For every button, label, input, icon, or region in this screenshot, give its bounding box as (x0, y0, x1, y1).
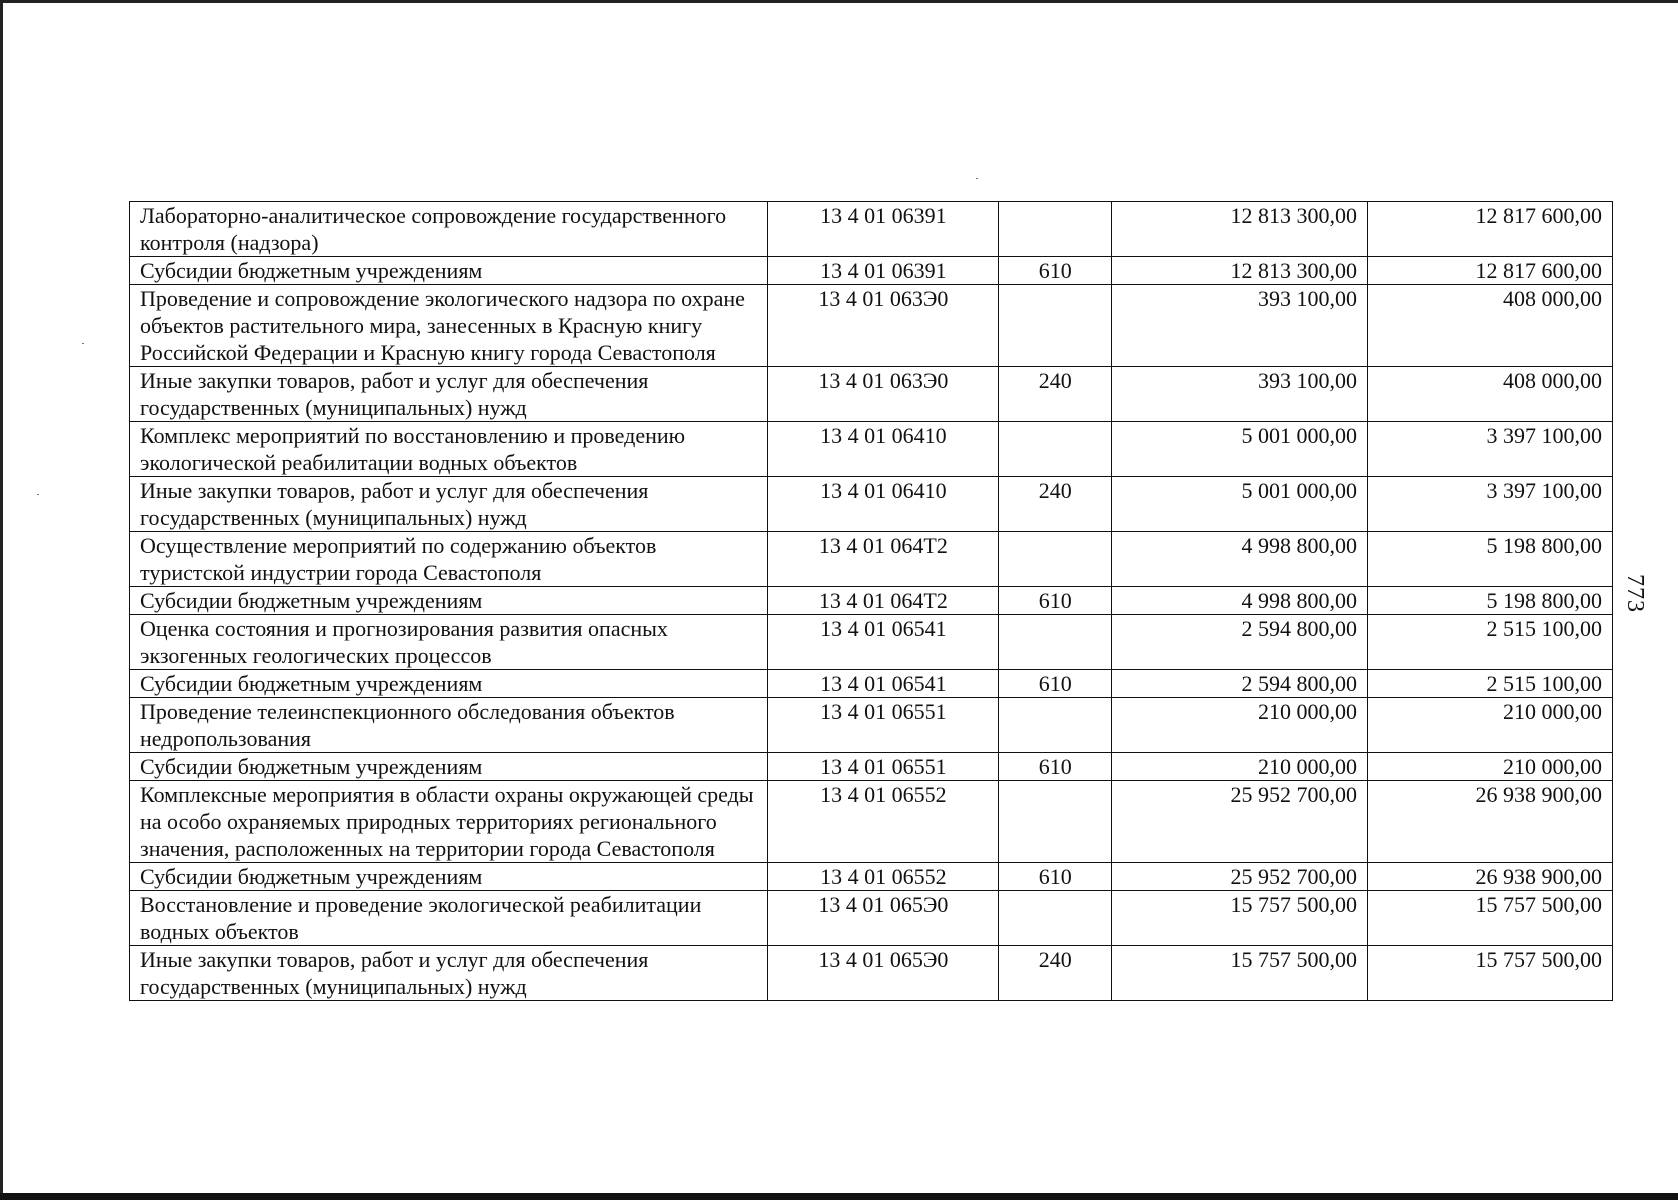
scan-edge-bottom (0, 1193, 1678, 1200)
row-expense-type-cell: 610 (999, 670, 1112, 698)
row-amount-year1-cell: 15 757 500,00 (1112, 891, 1368, 946)
table-row (130, 202, 1613, 257)
row-name-cell: Комплексные мероприятия в области охраны окружающей среды на особо охраняемых природных территориях регионального значения, расположенных на территории города Севастополя (130, 781, 768, 863)
table-row (130, 285, 1613, 367)
row-amount-year2-cell: 5 198 800,00 (1367, 532, 1612, 587)
budget-table-body (130, 202, 1613, 1001)
row-name-cell: Иные закупки товаров, работ и услуг для обеспечения государственных (муниципальных) нужд (130, 477, 768, 532)
row-expense-type-cell: 240 (999, 946, 1112, 1001)
row-amount-year1-cell: 15 757 500,00 (1112, 946, 1368, 1001)
row-expense-type-cell (999, 532, 1112, 587)
row-expense-type-cell: 610 (999, 863, 1112, 891)
row-expense-type-cell (999, 698, 1112, 753)
row-amount-year2-cell: 12 817 600,00 (1367, 202, 1612, 257)
row-code-cell: 13 4 01 06541 (768, 670, 999, 698)
scan-edge-top (0, 0, 1678, 3)
row-amount-year1-cell: 12 813 300,00 (1112, 257, 1368, 285)
row-expense-type-cell: 610 (999, 587, 1112, 615)
scan-speck (37, 494, 39, 495)
table-row (130, 587, 1613, 615)
row-name-cell: Осуществление мероприятий по содержанию объектов туристской индустрии города Севастополя (130, 532, 768, 587)
row-code-cell: 13 4 01 065Э0 (768, 946, 999, 1001)
table-row (130, 367, 1613, 422)
row-amount-year1-cell: 4 998 800,00 (1112, 532, 1368, 587)
row-expense-type-cell (999, 781, 1112, 863)
row-amount-year2-cell: 26 938 900,00 (1367, 863, 1612, 891)
row-code-cell: 13 4 01 063Э0 (768, 367, 999, 422)
row-expense-type-cell: 240 (999, 367, 1112, 422)
table-row (130, 863, 1613, 891)
row-name-cell: Субсидии бюджетным учреждениям (130, 257, 768, 285)
row-amount-year1-cell: 210 000,00 (1112, 753, 1368, 781)
page-number: 773 (1622, 574, 1648, 613)
row-amount-year2-cell: 26 938 900,00 (1367, 781, 1612, 863)
table-row (130, 698, 1613, 753)
row-amount-year2-cell: 5 198 800,00 (1367, 587, 1612, 615)
row-name-cell: Комплекс мероприятий по восстановлению и проведению экологической реабилитации водных объектов (130, 422, 768, 477)
row-code-cell: 13 4 01 06551 (768, 698, 999, 753)
row-amount-year1-cell: 5 001 000,00 (1112, 477, 1368, 532)
row-amount-year2-cell: 408 000,00 (1367, 367, 1612, 422)
row-amount-year1-cell: 5 001 000,00 (1112, 422, 1368, 477)
scan-speck (82, 343, 84, 344)
row-amount-year2-cell: 210 000,00 (1367, 698, 1612, 753)
row-code-cell: 13 4 01 06552 (768, 863, 999, 891)
row-amount-year2-cell: 15 757 500,00 (1367, 891, 1612, 946)
row-name-cell: Лабораторно-аналитическое сопровождение государственного контроля (надзора) (130, 202, 768, 257)
row-expense-type-cell (999, 615, 1112, 670)
table-row (130, 946, 1613, 1001)
row-name-cell: Иные закупки товаров, работ и услуг для обеспечения государственных (муниципальных) нужд (130, 946, 768, 1001)
row-name-cell: Проведение и сопровождение экологического надзора по охране объектов растительного мира, занесенных в Красную книгу Российской Федерации и Красную книгу города Севастополя (130, 285, 768, 367)
row-name-cell: Иные закупки товаров, работ и услуг для обеспечения государственных (муниципальных) нужд (130, 367, 768, 422)
table-row (130, 891, 1613, 946)
row-amount-year2-cell: 408 000,00 (1367, 285, 1612, 367)
table-row (130, 257, 1613, 285)
row-expense-type-cell (999, 202, 1112, 257)
table-row (130, 753, 1613, 781)
row-name-cell: Проведение телеинспекционного обследования объектов недропользования (130, 698, 768, 753)
row-code-cell: 13 4 01 063Э0 (768, 285, 999, 367)
table-row (130, 477, 1613, 532)
row-amount-year2-cell: 210 000,00 (1367, 753, 1612, 781)
row-expense-type-cell: 610 (999, 753, 1112, 781)
row-name-cell: Субсидии бюджетным учреждениям (130, 753, 768, 781)
row-code-cell: 13 4 01 06391 (768, 257, 999, 285)
row-code-cell: 13 4 01 06410 (768, 477, 999, 532)
row-amount-year2-cell: 12 817 600,00 (1367, 257, 1612, 285)
table-row (130, 615, 1613, 670)
table-row (130, 422, 1613, 477)
row-code-cell: 13 4 01 064Т2 (768, 532, 999, 587)
row-code-cell: 13 4 01 06410 (768, 422, 999, 477)
row-name-cell: Субсидии бюджетным учреждениям (130, 863, 768, 891)
row-code-cell: 13 4 01 064Т2 (768, 587, 999, 615)
row-amount-year2-cell: 3 397 100,00 (1367, 422, 1612, 477)
row-amount-year1-cell: 210 000,00 (1112, 698, 1368, 753)
row-amount-year1-cell: 393 100,00 (1112, 285, 1368, 367)
row-code-cell: 13 4 01 06541 (768, 615, 999, 670)
row-amount-year1-cell: 12 813 300,00 (1112, 202, 1368, 257)
row-amount-year1-cell: 2 594 800,00 (1112, 615, 1368, 670)
row-expense-type-cell (999, 285, 1112, 367)
row-code-cell: 13 4 01 06552 (768, 781, 999, 863)
row-name-cell: Субсидии бюджетным учреждениям (130, 587, 768, 615)
row-name-cell: Восстановление и проведение экологической реабилитации водных объектов (130, 891, 768, 946)
row-amount-year1-cell: 4 998 800,00 (1112, 587, 1368, 615)
row-expense-type-cell (999, 422, 1112, 477)
row-amount-year1-cell: 25 952 700,00 (1112, 781, 1368, 863)
row-amount-year1-cell: 25 952 700,00 (1112, 863, 1368, 891)
row-expense-type-cell: 240 (999, 477, 1112, 532)
row-code-cell: 13 4 01 065Э0 (768, 891, 999, 946)
row-name-cell: Оценка состояния и прогнозирования развития опасных экзогенных геологических процессов (130, 615, 768, 670)
table-row (130, 670, 1613, 698)
row-amount-year1-cell: 2 594 800,00 (1112, 670, 1368, 698)
row-amount-year2-cell: 15 757 500,00 (1367, 946, 1612, 1001)
row-amount-year1-cell: 393 100,00 (1112, 367, 1368, 422)
row-expense-type-cell (999, 891, 1112, 946)
row-amount-year2-cell: 2 515 100,00 (1367, 670, 1612, 698)
row-code-cell: 13 4 01 06391 (768, 202, 999, 257)
table-row (130, 781, 1613, 863)
scan-speck (976, 178, 978, 179)
row-amount-year2-cell: 2 515 100,00 (1367, 615, 1612, 670)
table-row (130, 532, 1613, 587)
row-name-cell: Субсидии бюджетным учреждениям (130, 670, 768, 698)
scan-edge-left (0, 0, 3, 1200)
budget-table (129, 201, 1613, 1001)
row-amount-year2-cell: 3 397 100,00 (1367, 477, 1612, 532)
row-expense-type-cell: 610 (999, 257, 1112, 285)
row-code-cell: 13 4 01 06551 (768, 753, 999, 781)
